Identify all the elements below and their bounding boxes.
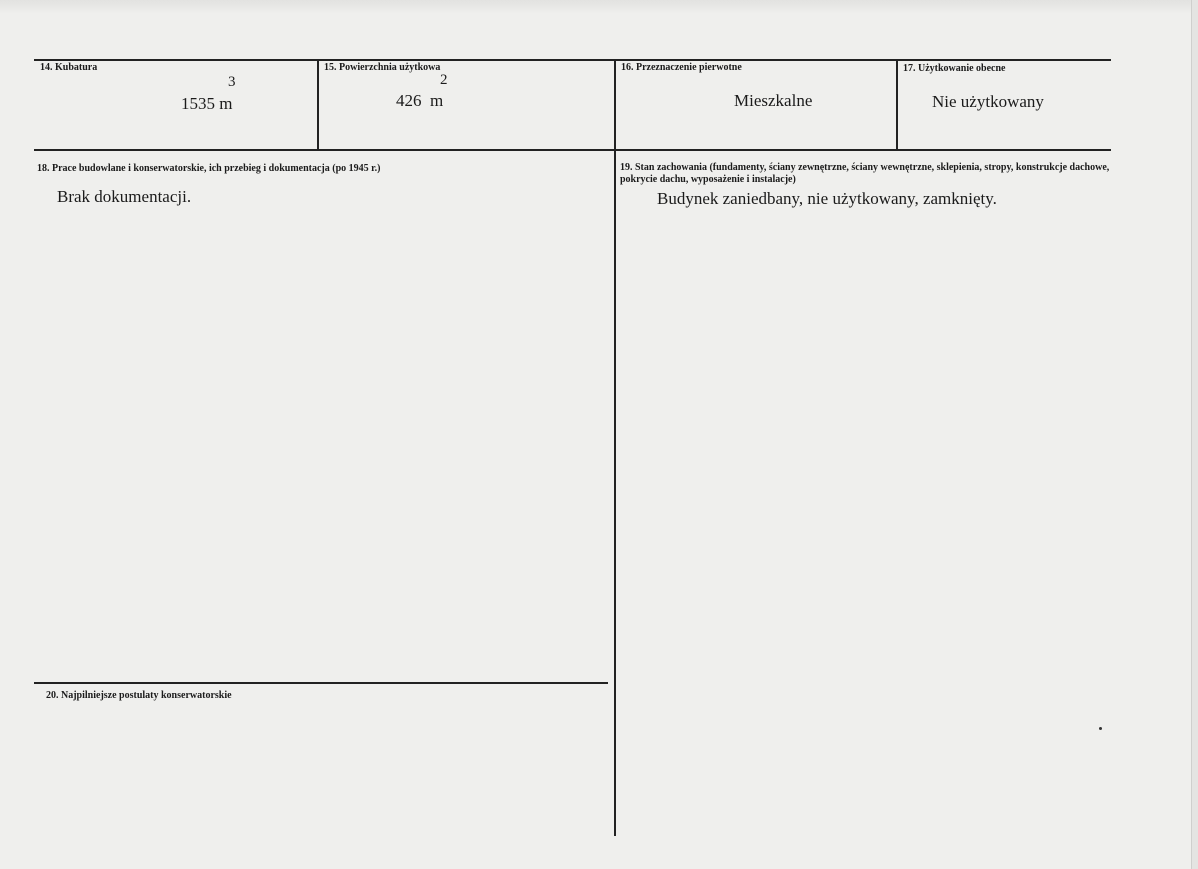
field-19-value: Budynek zaniedbany, nie użytkowany, zamknięty.	[657, 189, 997, 208]
scan-edge-right	[1191, 0, 1198, 869]
field-15-label: 15. Powierzchnia użytkowa	[324, 62, 441, 73]
field-15-exponent: 2	[440, 72, 448, 88]
field-16-label: 16. Przeznaczenie pierwotne	[621, 62, 742, 73]
field-17-label: 17. Użytkowanie obecne	[903, 63, 1006, 74]
divider-18-20	[34, 682, 608, 684]
scan-edge-top	[0, 0, 1198, 14]
divider-15-16	[614, 59, 616, 836]
field-17-value: Nie użytkowany	[932, 92, 1044, 111]
field-15-value: 426 m	[396, 91, 444, 110]
field-16-value: Mieszkalne	[734, 91, 813, 110]
field-20-label: 20. Najpilniejsze postulaty konserwatorskie	[46, 690, 232, 701]
top-border-line	[34, 59, 1111, 61]
field-18-value: Brak dokumentacji.	[57, 187, 192, 206]
field-18-label: 18. Prace budowlane i konserwatorskie, ich przebieg i dokumentacja (po 1945 r.)	[37, 163, 381, 174]
field-14-value: 1535 m	[181, 94, 233, 113]
field-14-exponent: 3	[228, 74, 236, 90]
divider-14-15	[317, 59, 319, 151]
field-19-label: 19. Stan zachowania (fundamenty, ściany zewnętrzne, ściany wewnętrzne, sklepienia, stropy, konstrukcje dachowe, pokrycie dachu, wyposażenie i instalacje)	[620, 162, 1110, 185]
divider-16-17	[896, 59, 898, 151]
field-14-label: 14. Kubatura	[40, 62, 98, 73]
row-divider-line	[34, 149, 1111, 151]
scan-speck	[1099, 727, 1102, 730]
